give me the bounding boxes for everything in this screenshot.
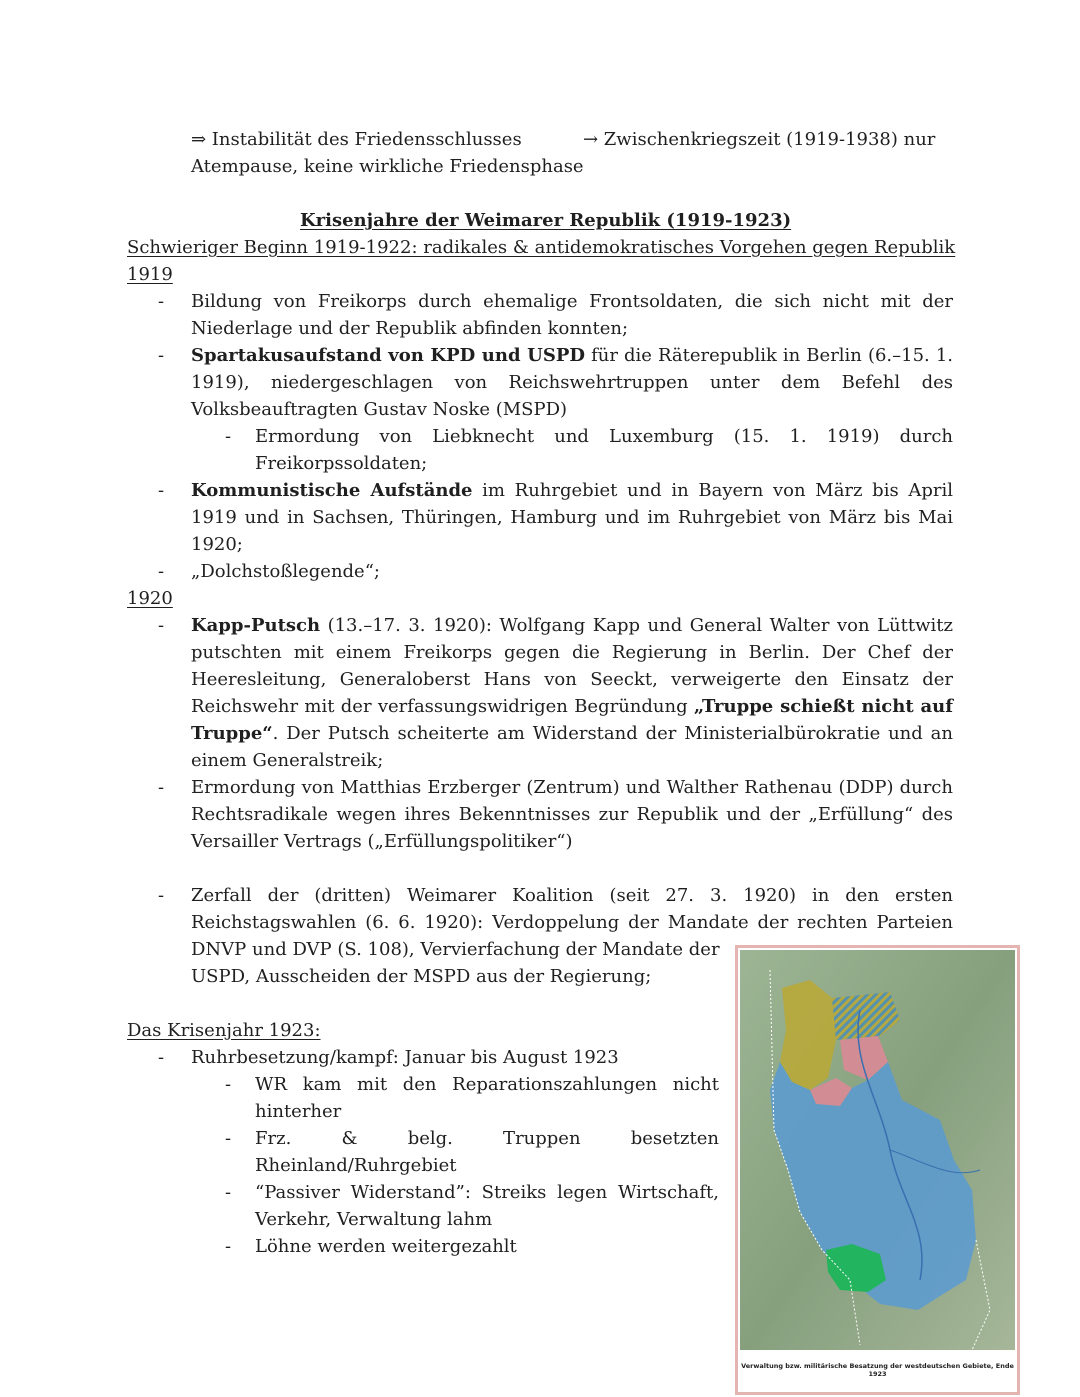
section-title: Krisenjahre der Weimarer Republik (1919-1923): [300, 210, 792, 231]
subbullet-ermordung-l2: Freikorpssoldaten;: [255, 453, 428, 474]
subbullet-truppen-l1: Frz. & belg. Truppen besetzten: [255, 1128, 719, 1149]
bullet-marker: -: [157, 561, 165, 582]
text-span: Reichswehr mit der verfassungswidrigen Begründung: [191, 696, 694, 717]
bullet-koalition-l1: Zerfall der (dritten) Weimarer Koalition (seit 27. 3. 1920) in den ersten: [191, 885, 953, 906]
intro-left: ⇒ Instabilität des Friedensschlusses: [191, 129, 522, 150]
bullet-marker: -: [157, 345, 165, 366]
subbullet-loehne: Löhne werden weitergezahlt: [255, 1236, 517, 1257]
bullet-spartakus-l3: Volksbeauftragten Gustav Noske (MSPD): [191, 399, 568, 420]
occupation-map: [735, 945, 1020, 1395]
bold-term: Kommunistische Aufstände: [191, 480, 473, 501]
bullet-marker: -: [224, 1128, 232, 1149]
bold-quote: Truppe“: [191, 723, 273, 744]
bullet-marker: -: [157, 885, 165, 906]
bullet-marker: -: [224, 1236, 232, 1257]
bullet-marker: -: [157, 480, 165, 501]
map-caption: Verwaltung bzw. militärische Besatzung der westdeutschen Gebiete, Ende 1923: [741, 1362, 1014, 1378]
subbullet-ermordung-l1: Ermordung von Liebknecht und Luxemburg (15. 1. 1919) durch: [255, 426, 953, 447]
subbullet-reparation-l2: hinterher: [255, 1101, 342, 1122]
year-heading-1920: 1920: [127, 588, 173, 609]
bullet-marker: -: [224, 426, 232, 447]
bullet-koalition-l2: Reichstagswahlen (6. 6. 1920): Verdoppelung der Mandate der rechten Parteien: [191, 912, 953, 933]
bullet-spartakus-l1: [191, 342, 953, 369]
bullet-kapp-l4: [191, 693, 953, 720]
subbullet-truppen-l2: Rheinland/Ruhrgebiet: [255, 1155, 457, 1176]
bullet-aufstaende-l2: 1919 und in Sachsen, Thüringen, Hamburg und im Ruhrgebiet von März bis Mai: [191, 507, 953, 528]
bullet-aufstaende-l3: 1920;: [191, 534, 243, 555]
intro-right: → Zwischenkriegszeit (1919-1938) nur: [583, 129, 936, 150]
subbullet-widerstand-l2: Verkehr, Verwaltung lahm: [255, 1209, 493, 1230]
bullet-kapp-l2: putschten mit einem Freikorps gegen die Regierung in Berlin. Der Chef der: [191, 642, 953, 663]
subbullet-widerstand-l1: “Passiver Widerstand”: Streiks legen Wirtschaft,: [255, 1182, 719, 1203]
bullet-erzberger-l2: Rechtsradikale wegen ihres Bekenntnisses zur Republik und der „Erfüllung“ des: [191, 804, 953, 825]
bullet-marker: -: [157, 291, 165, 312]
text-span: im Ruhrgebiet und in Bayern von März bis April: [472, 480, 953, 501]
text-span: für die Räterepublik in Berlin (6.–15. 1.: [585, 345, 954, 366]
text-span: (13.–17. 3. 1920): Wolfgang Kapp und General Walter von Lüttwitz: [320, 615, 953, 636]
bullet-erzberger-l3: Versailler Vertrags („Erfüllungspolitiker“): [191, 831, 573, 852]
text-span: . Der Putsch scheiterte am Widerstand der Ministerialbürokratie und an: [272, 723, 953, 744]
intro-line-2: Atempause, keine wirkliche Friedensphase: [191, 156, 584, 177]
region-olive: [780, 980, 836, 1090]
bullet-erzberger-l1: Ermordung von Matthias Erzberger (Zentrum) und Walther Rathenau (DDP) durch: [191, 777, 953, 798]
bullet-spartakus-l2: 1919), niedergeschlagen von Reichswehrtruppen unter dem Befehl des: [191, 372, 953, 393]
subbullet-reparation-l1: WR kam mit den Reparationszahlungen nicht: [255, 1074, 719, 1095]
crisis-heading: Das Krisenjahr 1923:: [127, 1020, 321, 1041]
bullet-koalition-l4: USPD, Ausscheiden der MSPD aus der Regierung;: [191, 966, 652, 987]
bullet-aufstaende-l1: [191, 477, 953, 504]
bullet-koalition-l3: DNVP und DVP (S. 108), Vervierfachung der Mandate der: [191, 939, 720, 960]
bullet-kapp-l3: Heeresleitung, Generaloberst Hans von Seeckt, verweigerte den Einsatz der: [191, 669, 953, 690]
bullet-marker: -: [224, 1074, 232, 1095]
year-heading-1919: 1919: [127, 264, 173, 285]
section-subtitle: Schwieriger Beginn 1919-1922: radikales & antidemokratisches Vorgehen gegen Republik: [127, 237, 956, 258]
map-graphic: [740, 950, 1015, 1360]
bullet-kapp-l1: [191, 612, 953, 639]
bold-quote: „Truppe schießt nicht auf: [693, 696, 953, 717]
bullet-kapp-l5: [191, 720, 953, 747]
bullet-ruhr: Ruhrbesetzung/kampf: Januar bis August 1923: [191, 1047, 619, 1068]
bullet-freikorps-l2: Niederlage und der Republik abfinden konnten;: [191, 318, 629, 339]
caption-band: [740, 1350, 1015, 1360]
bullet-dolchstoss: „Dolchstoßlegende“;: [191, 561, 380, 582]
bullet-marker: -: [157, 1047, 165, 1068]
bullet-freikorps-l1: Bildung von Freikorps durch ehemalige Frontsoldaten, die sich nicht mit der: [191, 291, 953, 312]
bullet-marker: -: [157, 777, 165, 798]
bold-term: Kapp-Putsch: [191, 615, 321, 636]
bullet-marker: -: [157, 615, 165, 636]
bullet-marker: -: [224, 1182, 232, 1203]
bold-term: Spartakusaufstand von KPD und USPD: [191, 345, 586, 366]
bullet-kapp-l6: einem Generalstreik;: [191, 750, 384, 771]
intro-line-1: [191, 126, 953, 153]
